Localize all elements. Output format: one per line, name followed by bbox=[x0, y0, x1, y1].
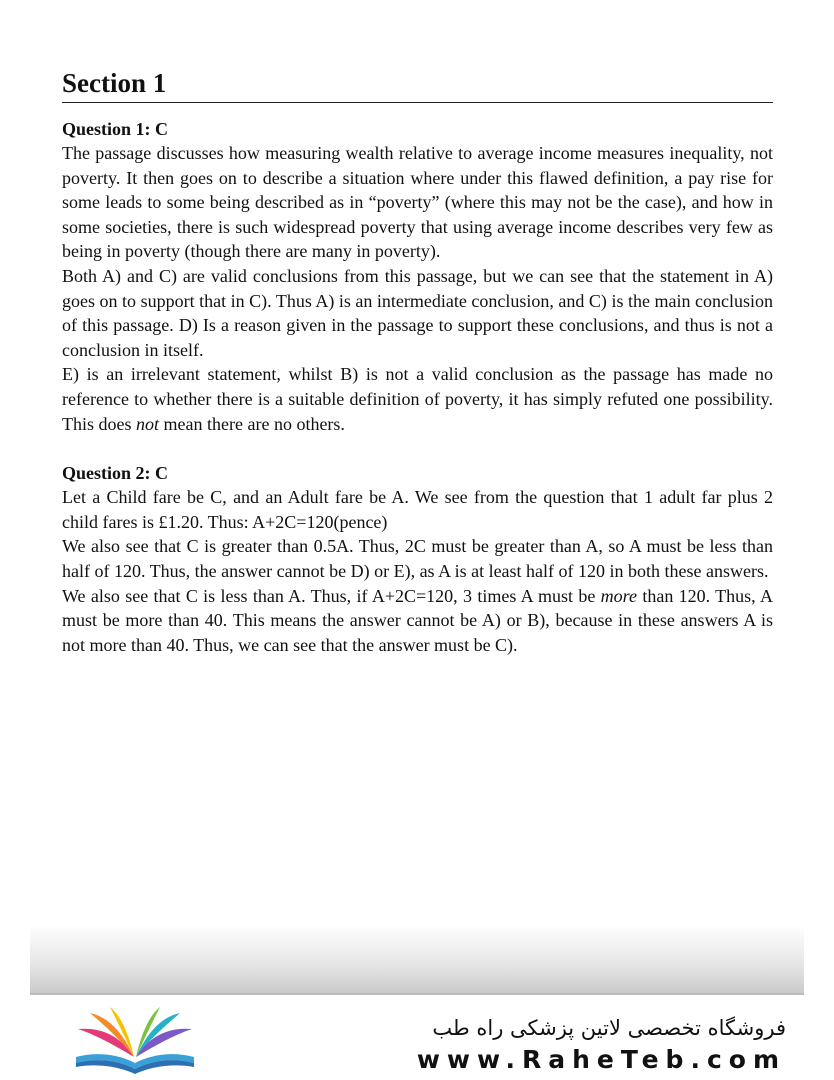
text-run: E) is an irrelevant statement, whilst B) is not a valid conclusion as the passage has made no reference to whether there is a suitable definition of poverty, it has simply refuted one possibility. This does bbox=[62, 364, 773, 434]
paragraph: The passage discusses how measuring wealth relative to average income measures inequality, not poverty. It then goes on to describe a situation where under this flawed definition, a pay rise for some leads to some being described as in “poverty” (where this may not be the case), and how in some societies, there is such widespread poverty that using average income describes very few as being in poverty (though there are many in poverty). bbox=[62, 143, 773, 262]
text-run: mean there are no others. bbox=[159, 413, 345, 434]
open-book-logo-icon bbox=[70, 1005, 200, 1075]
footer-store-name: فروشگاه تخصصی لاتین پزشکی راه طب bbox=[432, 1016, 786, 1040]
document-body bbox=[62, 66, 773, 657]
footer-divider bbox=[30, 993, 804, 995]
section-title: Section 1 bbox=[62, 66, 773, 103]
footer-shade bbox=[30, 925, 804, 995]
paragraph: Both A) and C) are valid conclusions from this passage, but we can see that the statement in A) goes on to support that in C). Thus A) is an intermediate conclusion, and C) is the main conclusion of this passage. D) Is a reason given in the passage to support these conclusions, and thus is not a conclusion in itself. bbox=[62, 265, 773, 360]
text-run: than 120. Thus, A must be more than 40. This means the answer cannot be A) or B), because in these answers A is not more than 40. Thus, we can see that the answer must be C). bbox=[62, 585, 774, 655]
text-run: We also see that C is less than A. Thus, if A+2C=120, 3 times A must be bbox=[62, 585, 601, 606]
paragraph bbox=[62, 362, 773, 436]
footer-website-link[interactable]: www.RaheTeb.com bbox=[416, 1045, 786, 1074]
question-title: Question 1: C bbox=[62, 119, 169, 139]
emphasis-text: not bbox=[136, 413, 160, 434]
question-block bbox=[62, 117, 773, 436]
question-block bbox=[62, 461, 773, 657]
paragraph bbox=[62, 584, 773, 658]
question-title: Question 2: C bbox=[62, 463, 169, 484]
paragraph: Let a Child fare be C, and an Adult fare be A. We see from the question that 1 adult far plus 2 child fares is £1.20. Thus: A+2C=120(pence) bbox=[62, 487, 773, 532]
paragraph: We also see that C is greater than 0.5A. Thus, 2C must be greater than A, so A must be less than half of 120. Thus, the answer cannot be D) or E), as A is at least half of 120 in both these answers. bbox=[62, 536, 773, 581]
emphasis-text: more bbox=[600, 585, 637, 606]
